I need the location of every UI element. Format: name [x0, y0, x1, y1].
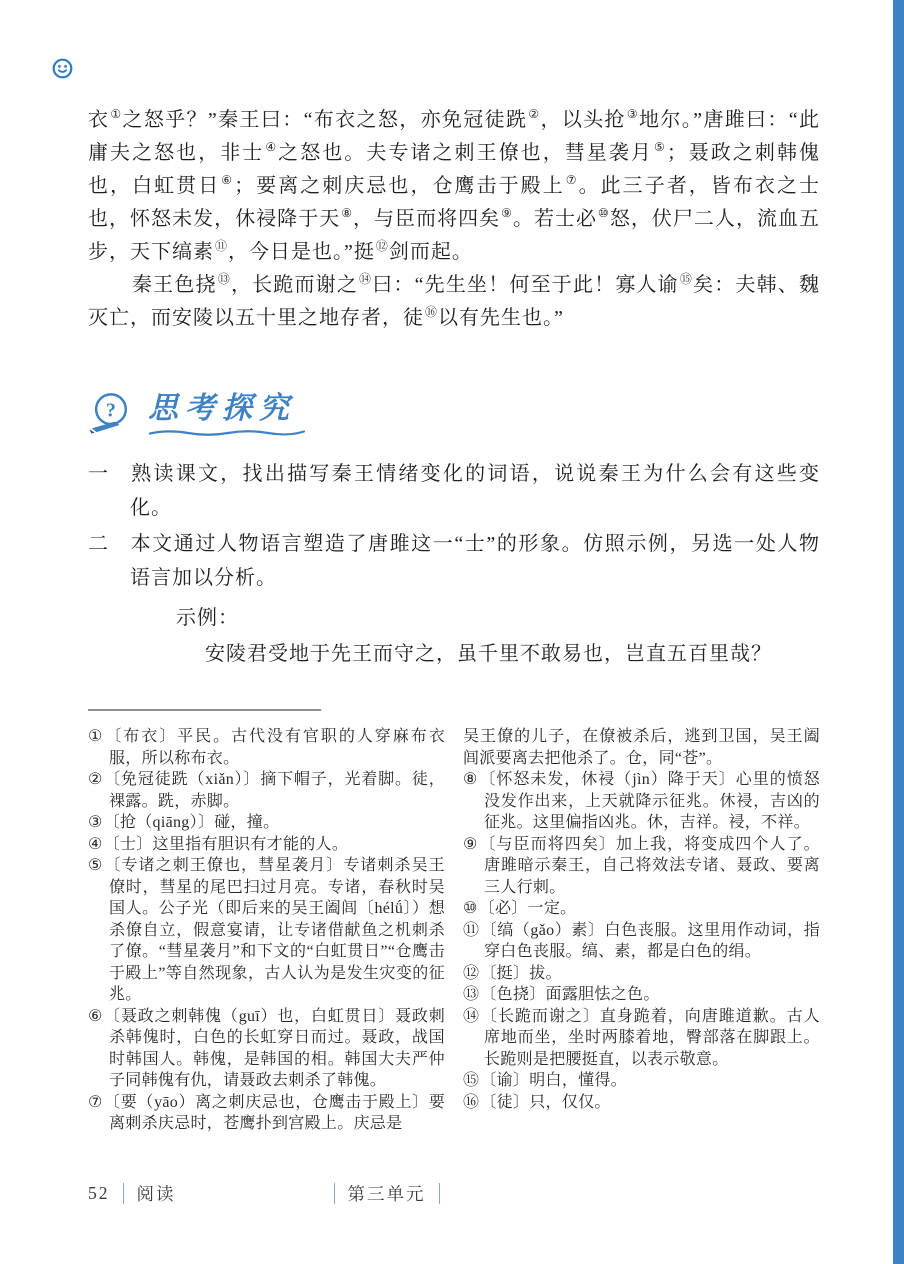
footnote-item [463, 834, 820, 899]
note-ref: ⑨ [501, 206, 512, 220]
explore-section-header [88, 391, 820, 445]
footer-divider [123, 1183, 124, 1204]
footnote-number: ④ [88, 835, 103, 853]
note-ref: ⑮ [679, 272, 693, 286]
footnote-number: ⑤ [88, 857, 104, 874]
footnote-item [463, 898, 820, 920]
footnote-text: 〔免冠徒跣（xiǎn）〕摘下帽子，光着脚。徒，裸露。跣，赤脚。 [104, 771, 445, 810]
note-ref: ① [110, 107, 122, 121]
footnote-text: 〔士〕这里指有胆识有才能的人。 [103, 835, 349, 853]
page-number: 52 [88, 1183, 110, 1203]
footnote-number: ⑦ [88, 1093, 104, 1111]
footnote-number: ⑬ [463, 986, 480, 1003]
question-item [88, 457, 820, 525]
note-ref: ⑦ [565, 173, 578, 187]
footnote-continuation [463, 726, 820, 769]
footnote-text: 〔要（yāo）离之刺庆忌也，仓鹰击于殿上〕要离刺杀庆忌时，苍鹰扑到宫殿上。庆忌是 [104, 1093, 445, 1132]
question-mark-pen-icon [88, 391, 132, 437]
footnote-text: 〔长跪而谢之〕直身跪着，向唐雎道歉。古人席地而坐，坐时两膝着地，臀部落在脚跟上。长跪则是把腰挺直，以表示敬意。 [480, 1007, 820, 1068]
footnote-text: 〔谕〕明白，懂得。 [480, 1072, 628, 1089]
note-ref: ⑪ [215, 239, 228, 253]
question-number: 一 [88, 463, 111, 485]
footnotes [88, 709, 820, 1135]
footnote-text: 〔缟（gǎo）素〕白色丧服。这里用作动词，指穿白色丧服。缟、素，都是白色的绢。 [480, 921, 820, 960]
question-text: 熟读课文，找出描写秦王情绪变化的词语，说说秦王为什么会有这些变化。 [130, 463, 821, 519]
footnote-text: 〔布衣〕平民。古代没有官职的人穿麻布衣服，所以称布衣。 [105, 728, 445, 767]
paragraph: 秦王色挠⑬，长跪而谢之⑭曰：“先生坐！何至于此！寡人谕⑮矣：夫韩、魏灭亡，而安陵以五十里之地存者，徒⑯以有先生也。” [88, 272, 820, 329]
note-ref: ④ [265, 140, 278, 154]
note-ref: ⑯ [425, 305, 438, 319]
note-ref: ③ [626, 107, 639, 121]
smiley-icon-svg [52, 58, 73, 79]
footnote-item [463, 1070, 820, 1092]
footnote-number: ⑧ [463, 771, 479, 788]
note-ref: ⑤ [653, 140, 666, 154]
example-text: 安陵君受地于先王而守之，虽千里不敢易也，岂直五百里哉？ [205, 643, 772, 665]
note-ref: ② [528, 107, 540, 121]
footnote-number: ⑯ [463, 1093, 480, 1111]
note-ref: ⑩ [598, 206, 609, 220]
footnote-item [463, 1006, 820, 1071]
example-label: 示例： [176, 607, 239, 629]
footer-divider [334, 1183, 335, 1204]
footer-unit-label: 第三单元 [347, 1184, 426, 1204]
section-title-wrap [148, 391, 306, 437]
footnote-number: ⑥ [88, 1007, 104, 1025]
note-ref: ⑫ [375, 239, 388, 253]
footnote-text: 〔聂政之刺韩傀（guī）也，白虹贯日〕聂政刺杀韩傀时，白色的长虹穿日而过。聂政，战国时韩国人。韩傀，是韩国的相。韩国大夫严仲子同韩傀有仇，请聂政去刺杀了韩傀。 [104, 1007, 445, 1089]
smiley-icon [52, 58, 73, 79]
footnote-item [88, 726, 445, 769]
footnote-item [88, 812, 445, 834]
question-text: 本文通过人物语言塑造了唐雎这一“士”的形象。仿照示例，另选一处人物语言加以分析。 [130, 533, 820, 589]
page-edge-band [893, 0, 904, 1264]
footnote-number: ⑨ [463, 835, 479, 853]
footnote-separator [88, 709, 321, 711]
question-number: 二 [88, 533, 110, 555]
footnote-item [463, 769, 820, 834]
footnote-item [463, 920, 820, 963]
questions [88, 457, 820, 671]
footnote-number: ⑭ [463, 1007, 480, 1025]
question-item [88, 527, 820, 595]
footer-section-label: 阅读 [136, 1184, 176, 1204]
section-title: 思考探究 [148, 392, 296, 425]
footnote-item [88, 769, 445, 812]
note-ref: ⑧ [341, 206, 353, 220]
footnote-number: ① [88, 728, 105, 745]
footnote-text: 〔必〕一定。 [478, 900, 577, 917]
footnote-item [88, 1006, 445, 1092]
question-glyph: ? [105, 399, 116, 422]
footnote-text: 吴王僚的儿子，在僚被杀后，逃到卫国，吴王阖闾派要离去把他杀了。仓，同“苍”。 [463, 728, 820, 767]
footer-divider [439, 1183, 440, 1204]
footnote-text: 〔色挠〕面露胆怯之色。 [480, 986, 660, 1003]
footnote-column-right [463, 726, 820, 1135]
footnote-number: ② [88, 771, 104, 788]
footnote-text: 〔怀怒未发，休祲（jìn）降于天〕心里的愤怒没发作出来，上天就降示征兆。休祲，吉凶的征兆。这里偏指凶兆。休，吉祥。祲，不祥。 [479, 771, 820, 831]
paragraph: 衣①之怒乎？”秦王曰：“布衣之怒，亦免冠徒跣②，以头抢③地尔。”唐雎曰：“此庸夫之怒也，非士④之怒也。夫专诸之刺王僚也，彗星袭月⑤；聂政之刺韩傀也，白虹贯日⑥；要离之刺庆忌也，仓鹰击于殿上⑦。此三子者，皆布衣之士也，怀怒未发，休祲降于天⑧，与臣而将四矣⑨。若士必⑩怒，伏尸二人，流血五步，天下缟素⑪，今日是也。”挺⑫剑而起。 [88, 107, 821, 263]
footnote-item [463, 984, 820, 1006]
footnote-item [88, 855, 445, 1006]
page-footer [88, 1181, 453, 1206]
title-underline [148, 428, 306, 437]
footnote-text: 〔徒〕只，仅仅。 [480, 1093, 611, 1111]
note-ref: ⑥ [221, 173, 234, 187]
footnote-text: 〔专诸之刺王僚也，彗星袭月〕专诸刺杀吴王僚时，彗星的尾巴扫过月亮。专诸，春秋时吴国人。公子光（即后来的吴王阖闾〔hélǘ〕）想杀僚自立，假意宴请，让专诸借献鱼之机刺杀了僚。“彗星袭月”和下文的“白虹贯日”“仓鹰击于殿上”等自然现象，古人认为是发生灾变的征兆。 [104, 857, 445, 1003]
footnote-text: 〔挺〕拔。 [480, 964, 562, 982]
footnote-item [463, 963, 820, 985]
footnote-number: ③ [88, 814, 103, 831]
footnote-columns [88, 726, 820, 1135]
footnote-number: ⑪ [463, 921, 480, 939]
footnote-item [463, 1092, 820, 1114]
note-ref: ⑬ [217, 272, 230, 286]
footnote-item [88, 1092, 445, 1135]
note-ref: ⑭ [359, 272, 372, 286]
footnote-number: ⑩ [463, 900, 478, 917]
footnote-text: 〔抢（qiāng）〕碰，撞。 [103, 814, 280, 831]
footnote-item [88, 834, 445, 856]
footnote-number: ⑫ [463, 964, 480, 982]
main-text [88, 104, 820, 335]
footnote-text: 〔与臣而将四矣〕加上我，将变成四个人了。唐雎暗示秦王，自己将效法专诸、聂政、要离三人行刺。 [479, 835, 820, 896]
page-content [88, 104, 820, 1135]
footnote-column-left [88, 726, 445, 1135]
footnote-number: ⑮ [463, 1072, 480, 1089]
